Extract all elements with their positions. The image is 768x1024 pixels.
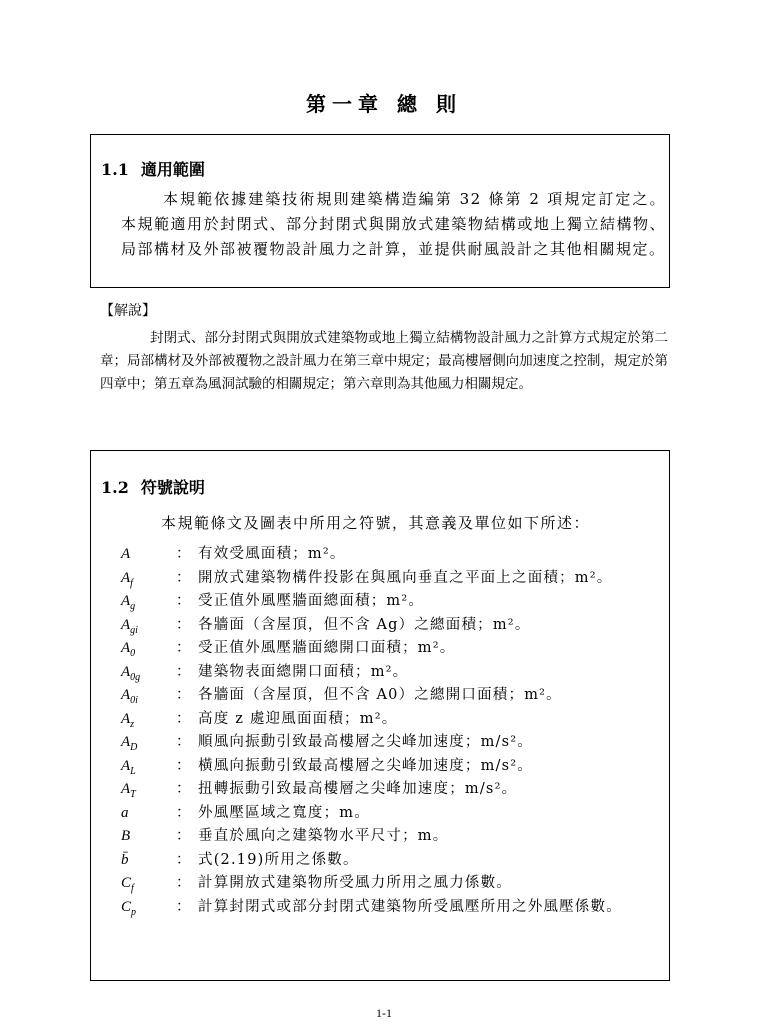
symbol-base: A: [121, 710, 131, 727]
symbol-description: 順風向振動引致最高樓層之尖峰加速度；m/s²。: [198, 734, 533, 750]
symbol-colon: ：: [176, 663, 191, 680]
symbol-colon: ：: [176, 804, 191, 821]
symbol-description: 垂直於風向之建築物水平尺寸；m。: [198, 828, 449, 844]
symbol-row: [121, 825, 666, 849]
symbol-row: [121, 590, 666, 614]
symbol-list: [121, 543, 666, 919]
symbol-colon: ：: [176, 640, 191, 656]
commentary-body: 封閉式、部分封閉式與開放式建築物或地上獨立結構物設計風力之計算方式規定於第二章；局部構材及外部被覆物之設計風力在第三章中規定；最高樓層側向加速度之控制，規定於第四章中；第五章為風洞試驗的相關規定；第六章則為其他風力相關規定。: [100, 330, 668, 392]
symbol-base: A: [121, 781, 131, 797]
symbol-colon: ：: [176, 757, 191, 774]
symbol-colon: ：: [176, 687, 191, 703]
symbol-base: a: [121, 804, 129, 821]
symbol-colon: ：: [176, 851, 191, 868]
symbol-colon: ：: [176, 898, 191, 915]
section-1-2-heading: [101, 475, 205, 498]
symbol-base: A: [121, 593, 131, 609]
symbol-subscript: L: [130, 765, 136, 777]
symbol-row: [121, 708, 666, 732]
section-title: 符號說明: [140, 478, 205, 497]
symbol-row: [121, 755, 666, 779]
symbol-row: [121, 802, 666, 826]
symbol-colon: ：: [176, 569, 191, 586]
symbol-colon: ：: [176, 616, 191, 633]
symbol-subscript: 0g: [130, 671, 141, 683]
symbol-description: 受正值外風壓牆面總面積；m²。: [198, 593, 425, 609]
symbol-colon: ：: [176, 734, 191, 750]
symbol-base: A: [121, 616, 131, 633]
symbol-row: [121, 543, 666, 567]
section-number: 1.2: [101, 478, 129, 497]
symbol-subscript: gi: [130, 624, 138, 636]
symbol-description: 計算封閉式或部分封閉式建築物所受風壓所用之外風壓係數。: [198, 898, 622, 915]
page-number: 1-1: [376, 1006, 392, 1020]
symbol-row: [121, 731, 666, 755]
symbol-subscript: g: [130, 601, 136, 612]
symbol-base: A: [121, 687, 131, 703]
symbol-row: [121, 872, 666, 896]
symbol-base: A: [121, 757, 131, 774]
symbol-row: [121, 637, 666, 661]
symbol-base: C: [121, 898, 132, 915]
symbol-row: [121, 684, 666, 708]
symbol-subscript: p: [131, 906, 137, 918]
symbol-description: 受正值外風壓牆面總開口面積；m²。: [198, 640, 456, 656]
symbol-colon: ：: [176, 875, 191, 891]
symbol-colon: ：: [176, 781, 191, 797]
symbol: [121, 896, 176, 925]
symbol-base: A: [121, 569, 131, 586]
section-1-1-body: 本規範依據建築技術規則建築構造編第 32 條第 2 項規定訂定之。本規範適用於封閉式、部分封閉式與開放式建築物結構或地上獨立結構物、局部構材及外部被覆物設計風力之計算，並提供耐風設計之其他相關規定。: [121, 190, 666, 258]
symbol-description: 有效受風面積；m²。: [198, 546, 346, 562]
symbol-colon: ：: [176, 593, 191, 609]
symbol-row: [121, 778, 666, 802]
symbol: [121, 802, 176, 826]
symbol-base: A: [121, 546, 131, 562]
symbol-colon: ：: [176, 710, 191, 727]
symbols-intro: 本規範條文及圖表中所用之符號，其意義及單位如下所述：: [161, 514, 591, 532]
symbol-description: 各牆面（含屋頂，但不含 A0）之總開口面積；m²。: [198, 687, 562, 703]
section-1-1-box: [90, 134, 670, 288]
symbol-description: 式(2.19)所用之係數。: [198, 851, 359, 868]
symbol-description: 外風壓區域之寬度；m。: [198, 804, 370, 821]
symbol-description: 扭轉振動引致最高樓層之尖峰加速度；m/s²。: [198, 781, 518, 797]
symbol-subscript: f: [131, 883, 134, 894]
symbol-row: [121, 567, 666, 591]
section-1-2-box: [90, 450, 670, 981]
symbol-description: 各牆面（含屋頂，但不含 Ag）之總面積；m²。: [198, 616, 531, 633]
symbol-base: A: [121, 663, 131, 680]
symbol-row: [121, 614, 666, 638]
symbol-description: 高度 z 處迎風面面積；m²。: [198, 710, 398, 727]
section-1-1-heading: [101, 157, 205, 180]
symbol-colon: ：: [176, 828, 191, 844]
section-number: 1.1: [101, 160, 129, 179]
symbol-description: 計算開放式建築物所受風力所用之風力係數。: [198, 875, 512, 891]
symbol-colon: ：: [176, 546, 191, 562]
symbol-description: 橫風向振動引致最高樓層之尖峰加速度；m/s²。: [198, 757, 533, 774]
symbol-base: B: [121, 828, 131, 844]
section-title: 適用範圍: [140, 160, 205, 179]
symbol: [121, 849, 176, 873]
symbol-row: [121, 661, 666, 685]
symbol-row: [121, 896, 666, 920]
symbol: [121, 543, 176, 567]
commentary-label: 【解說】: [100, 303, 156, 319]
symbol-subscript: T: [130, 789, 136, 800]
symbol-subscript: D: [130, 742, 138, 753]
symbol-base: A: [121, 734, 131, 750]
symbol-subscript: f: [130, 577, 133, 589]
symbol-base: C: [121, 875, 132, 891]
symbol: [121, 825, 176, 849]
chapter-title: 第一章 總 則: [306, 92, 462, 116]
symbol-description: 建築物表面總開口面積；m²。: [198, 663, 409, 680]
symbol-base: b̄: [121, 851, 129, 868]
symbol-subscript: z: [130, 718, 135, 730]
symbol-row: [121, 849, 666, 873]
symbol-subscript: 0: [130, 648, 136, 659]
symbol-subscript: 0i: [130, 695, 138, 706]
symbol-description: 開放式建築物構件投影在與風向垂直之平面上之面積；m²。: [198, 569, 613, 586]
symbol-base: A: [121, 640, 131, 656]
